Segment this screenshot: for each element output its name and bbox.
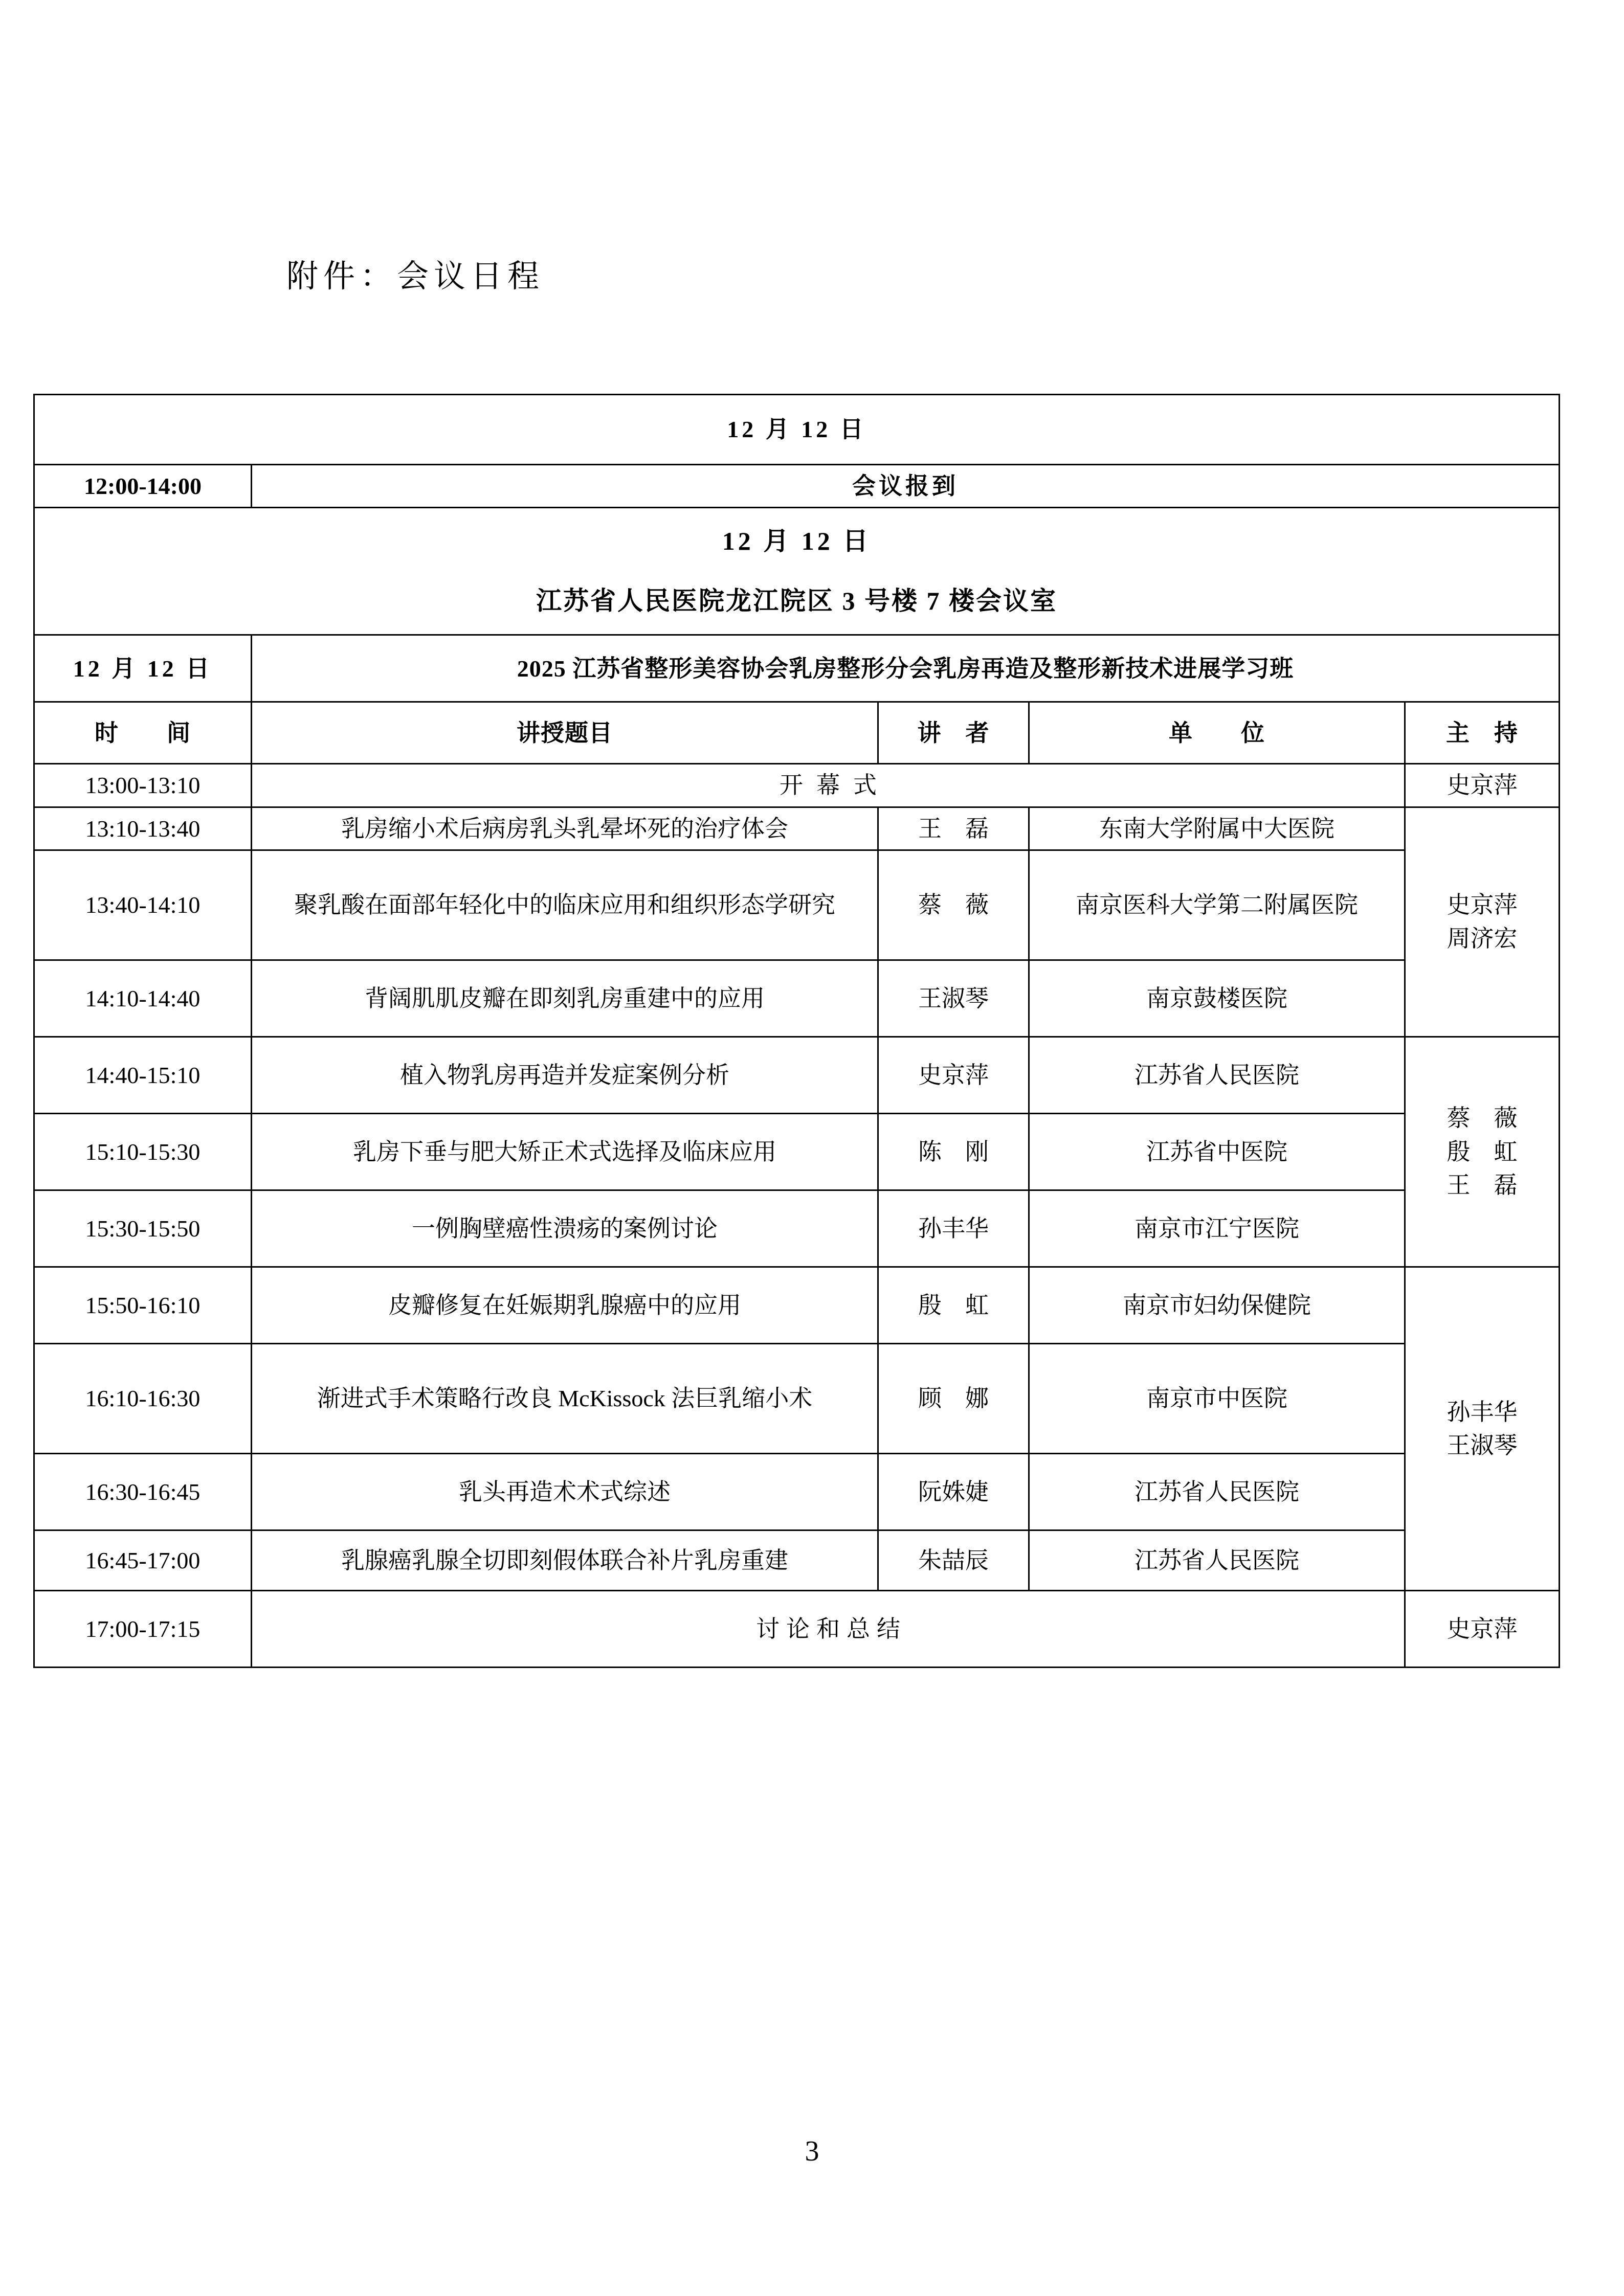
cell-speaker: 顾 娜 <box>878 1343 1029 1453</box>
column-header-time: 时 间 <box>34 702 252 764</box>
venue-banner <box>34 508 1560 635</box>
table-row-day1-banner <box>34 395 1560 465</box>
table-row <box>34 764 1560 807</box>
column-header-speaker: 讲 者 <box>878 702 1029 764</box>
column-header-topic: 讲授题目 <box>252 702 878 764</box>
cell-speaker: 王淑琴 <box>878 960 1029 1037</box>
column-header-host: 主 持 <box>1405 702 1560 764</box>
cell-topic: 开幕式 <box>252 764 1405 807</box>
cell-topic: 皮瓣修复在妊娠期乳腺癌中的应用 <box>252 1267 878 1343</box>
cell-topic: 植入物乳房再造并发症案例分析 <box>252 1037 878 1113</box>
cell-speaker: 蔡 薇 <box>878 850 1029 960</box>
host-name: 蔡 薇 <box>1447 1105 1518 1132</box>
host-name: 王淑琴 <box>1447 1432 1518 1458</box>
table-row-day2-venue-banner <box>34 508 1560 635</box>
table-row <box>34 1590 1560 1667</box>
cell-unit: 南京市江宁医院 <box>1029 1190 1405 1267</box>
cell-topic: 乳房下垂与肥大矫正术式选择及临床应用 <box>252 1113 878 1190</box>
cell-time: 13:00-13:10 <box>34 764 252 807</box>
host-name: 殷 虹 <box>1447 1138 1518 1165</box>
cell-host <box>1405 764 1560 807</box>
cell-time: 17:00-17:15 <box>34 1590 252 1667</box>
conference-agenda-table <box>33 394 1560 1668</box>
cell-unit: 东南大学附属中大医院 <box>1029 807 1405 850</box>
cell-speaker: 孙丰华 <box>878 1190 1029 1267</box>
cell-unit: 江苏省人民医院 <box>1029 1037 1405 1113</box>
cell-speaker: 朱喆辰 <box>878 1530 1029 1590</box>
cell-time: 16:30-16:45 <box>34 1453 252 1530</box>
cell-unit: 南京市中医院 <box>1029 1343 1405 1453</box>
table-row <box>34 1343 1560 1453</box>
cell-time: 15:50-16:10 <box>34 1267 252 1343</box>
cell-topic: 乳腺癌乳腺全切即刻假体联合补片乳房重建 <box>252 1530 878 1590</box>
cell-speaker: 陈 刚 <box>878 1113 1029 1190</box>
cell-host <box>1405 1590 1560 1667</box>
registration-time: 12:00-14:00 <box>34 465 252 508</box>
cell-topic: 渐进式手术策略行改良 McKissock 法巨乳缩小术 <box>252 1343 878 1453</box>
cell-topic: 讨论和总结 <box>252 1590 1405 1667</box>
host-name: 史京萍 <box>1447 772 1518 799</box>
host-name: 史京萍 <box>1447 892 1518 918</box>
host-name: 孙丰华 <box>1447 1399 1518 1425</box>
cell-time: 15:10-15:30 <box>34 1113 252 1190</box>
cell-time: 16:10-16:30 <box>34 1343 252 1453</box>
cell-topic: 乳房缩小术后病房乳头乳晕坏死的治疗体会 <box>252 807 878 850</box>
page-number: 3 <box>805 2135 819 2167</box>
cell-time: 14:40-15:10 <box>34 1037 252 1113</box>
column-header-unit: 单 位 <box>1029 702 1405 764</box>
table-row-course-title <box>34 635 1560 702</box>
table-row <box>34 1190 1560 1267</box>
course-title: 2025 江苏省整形美容协会乳房整形分会乳房再造及整形新技术进展学习班 <box>252 635 1560 702</box>
table-row <box>34 960 1560 1037</box>
cell-unit: 南京鼓楼医院 <box>1029 960 1405 1037</box>
table-row <box>34 1530 1560 1590</box>
cell-topic: 背阔肌肌皮瓣在即刻乳房重建中的应用 <box>252 960 878 1037</box>
table-row <box>34 807 1560 850</box>
cell-host <box>1405 1037 1560 1267</box>
table-row <box>34 1453 1560 1530</box>
cell-time: 13:40-14:10 <box>34 850 252 960</box>
cell-speaker: 王 磊 <box>878 807 1029 850</box>
table-row-registration <box>34 465 1560 508</box>
cell-unit: 南京医科大学第二附属医院 <box>1029 850 1405 960</box>
cell-topic: 乳头再造术术式综述 <box>252 1453 878 1530</box>
session-date: 12 月 12 日 <box>34 635 252 702</box>
host-name: 王 磊 <box>1447 1172 1518 1199</box>
cell-time: 15:30-15:50 <box>34 1190 252 1267</box>
cell-speaker: 史京萍 <box>878 1037 1029 1113</box>
venue-label: 江苏省人民医院龙江院区 3 号楼 7 楼会议室 <box>536 587 1057 616</box>
cell-time: 16:45-17:00 <box>34 1530 252 1590</box>
cell-host <box>1405 807 1560 1037</box>
cell-unit: 江苏省人民医院 <box>1029 1453 1405 1530</box>
table-header-row <box>34 702 1560 764</box>
cell-time: 14:10-14:40 <box>34 960 252 1037</box>
cell-time: 13:10-13:40 <box>34 807 252 850</box>
table-row <box>34 850 1560 960</box>
registration-label: 会议报到 <box>252 465 1560 508</box>
day2-banner-label: 12 月 12 日 <box>722 527 872 556</box>
cell-topic: 一例胸壁癌性溃疡的案例讨论 <box>252 1190 878 1267</box>
cell-unit: 江苏省人民医院 <box>1029 1530 1405 1590</box>
cell-topic: 聚乳酸在面部年轻化中的临床应用和组织形态学研究 <box>252 850 878 960</box>
table-row <box>34 1037 1560 1113</box>
day1-banner-label: 12 月 12 日 <box>34 395 1560 465</box>
table-row <box>34 1113 1560 1190</box>
cell-unit: 南京市妇幼保健院 <box>1029 1267 1405 1343</box>
cell-speaker: 阮姝婕 <box>878 1453 1029 1530</box>
cell-speaker: 殷 虹 <box>878 1267 1029 1343</box>
host-name: 史京萍 <box>1447 1615 1518 1642</box>
cell-host <box>1405 1267 1560 1590</box>
table-row <box>34 1267 1560 1343</box>
page-title: 附件：会议日程 <box>286 259 545 294</box>
cell-unit: 江苏省中医院 <box>1029 1113 1405 1190</box>
host-name: 周济宏 <box>1447 925 1518 952</box>
